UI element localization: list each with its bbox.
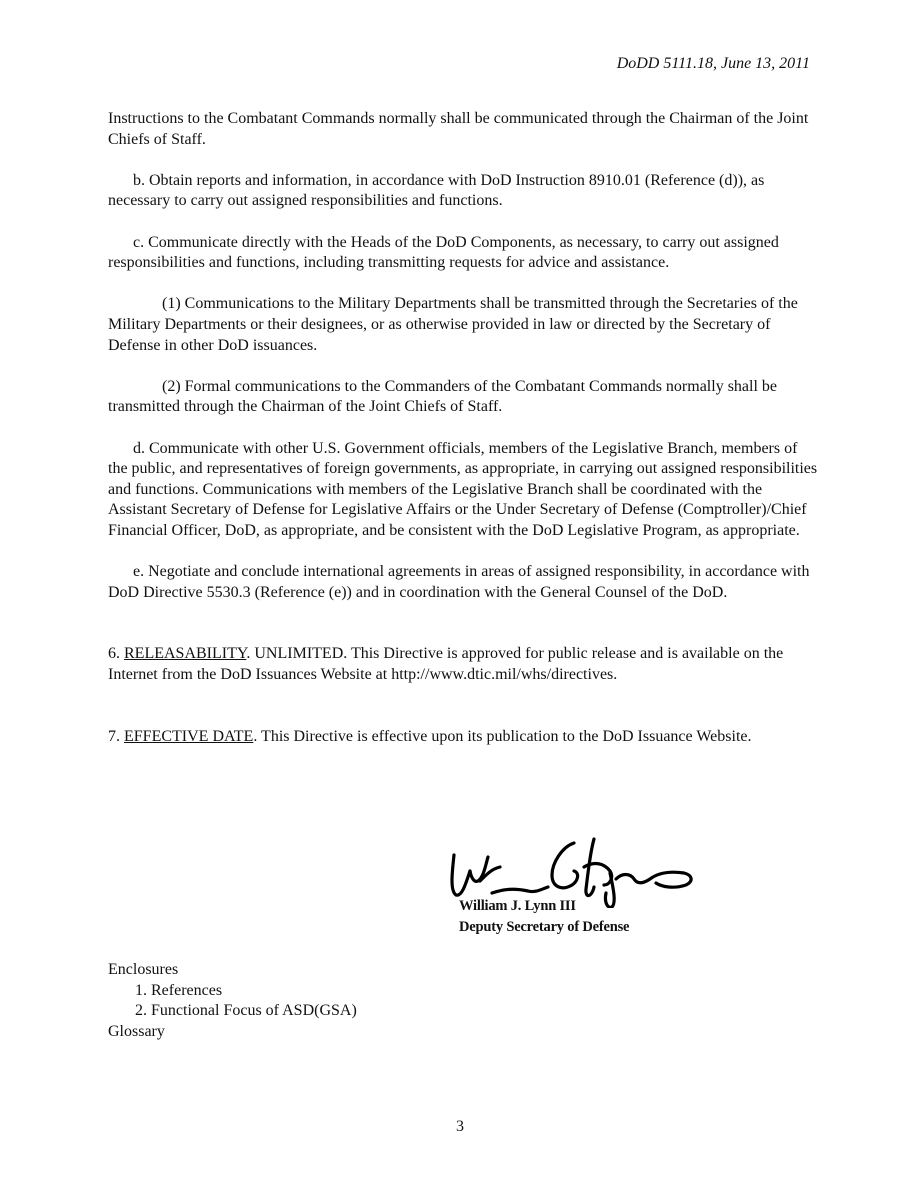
section-heading-effective-date: EFFECTIVE DATE bbox=[124, 727, 254, 745]
section-text: . UNLIMITED. This Directive is approved for public release and is available on the Internet from the DoD Issuances Website at http://www.dtic.mil/whs/directives. bbox=[108, 645, 784, 684]
paragraph-c1: (1) Communications to the Military Departments shall be transmitted through the Secretaries of the Military Departments or their designees, or as otherwise provided in law or directed by the Secretary of Defense in other DoD issuances. bbox=[108, 295, 798, 354]
section-effective-date bbox=[108, 727, 820, 748]
signature-block bbox=[444, 833, 714, 943]
enclosure-item: 2. Functional Focus of ASD(GSA) bbox=[135, 1002, 357, 1020]
glossary-label: Glossary bbox=[108, 1022, 165, 1040]
section-number: 6. bbox=[108, 645, 124, 663]
document-header: DoDD 5111.18, June 13, 2011 bbox=[616, 55, 810, 72]
section-text: . This Directive is effective upon its publication to the DoD Issuance Website. bbox=[253, 727, 752, 745]
enclosures-heading: Enclosures bbox=[108, 961, 179, 978]
page-number: 3 bbox=[456, 1118, 464, 1135]
paragraph-e: e. Negotiate and conclude international agreements in areas of assigned responsibility, in accordance with DoD Directive 5530.3 (Reference (e)) and in coordination with the General Counsel of the DoD. bbox=[108, 563, 810, 601]
paragraph-d: d. Communicate with other U.S. Government officials, members of the Legislative Branch, members of the public, and representatives of foreign governments, as appropriate, in carrying out assigned responsibilities and functions. Communications with members of the Legislative Branch shall be coordinated with the Assistant Secretary of Defense for Legislative Affairs or the Under Secretary of Defense (Comptroller)/Chief Financial Officer, DoD, as appropriate, and be consistent with the DoD Legislative Program, as appropriate. bbox=[108, 439, 818, 539]
signer-name: William J. Lynn III bbox=[459, 898, 576, 914]
enclosures-list bbox=[108, 960, 357, 1042]
handwritten-signature bbox=[444, 833, 704, 908]
enclosure-item: 1. References bbox=[135, 981, 223, 999]
paragraph-b: b. Obtain reports and information, in accordance with DoD Instruction 8910.01 (Reference (d)), as necessary to carry out assigned responsibilities and functions. bbox=[108, 171, 765, 210]
section-number: 7. bbox=[108, 727, 124, 745]
document-body bbox=[108, 109, 820, 768]
paragraph-c2: (2) Formal communications to the Commanders of the Combatant Commands normally shall be transmitted through the Chairman of the Joint Chiefs of Staff. bbox=[108, 377, 778, 416]
paragraph-c: c. Communicate directly with the Heads of the DoD Components, as necessary, to carry out assigned responsibilities and functions, including transmitting requests for advice and assistance. bbox=[108, 233, 779, 272]
section-heading-releasability: RELEASABILITY bbox=[124, 645, 247, 663]
section-releasability bbox=[108, 644, 820, 685]
signer-title: Deputy Secretary of Defense bbox=[459, 919, 630, 935]
paragraph-continuation: Instructions to the Combatant Commands normally shall be communicated through the Chairman of the Joint Chiefs of Staff. bbox=[108, 110, 809, 148]
section-spacer bbox=[108, 624, 820, 645]
section-spacer bbox=[108, 706, 820, 727]
